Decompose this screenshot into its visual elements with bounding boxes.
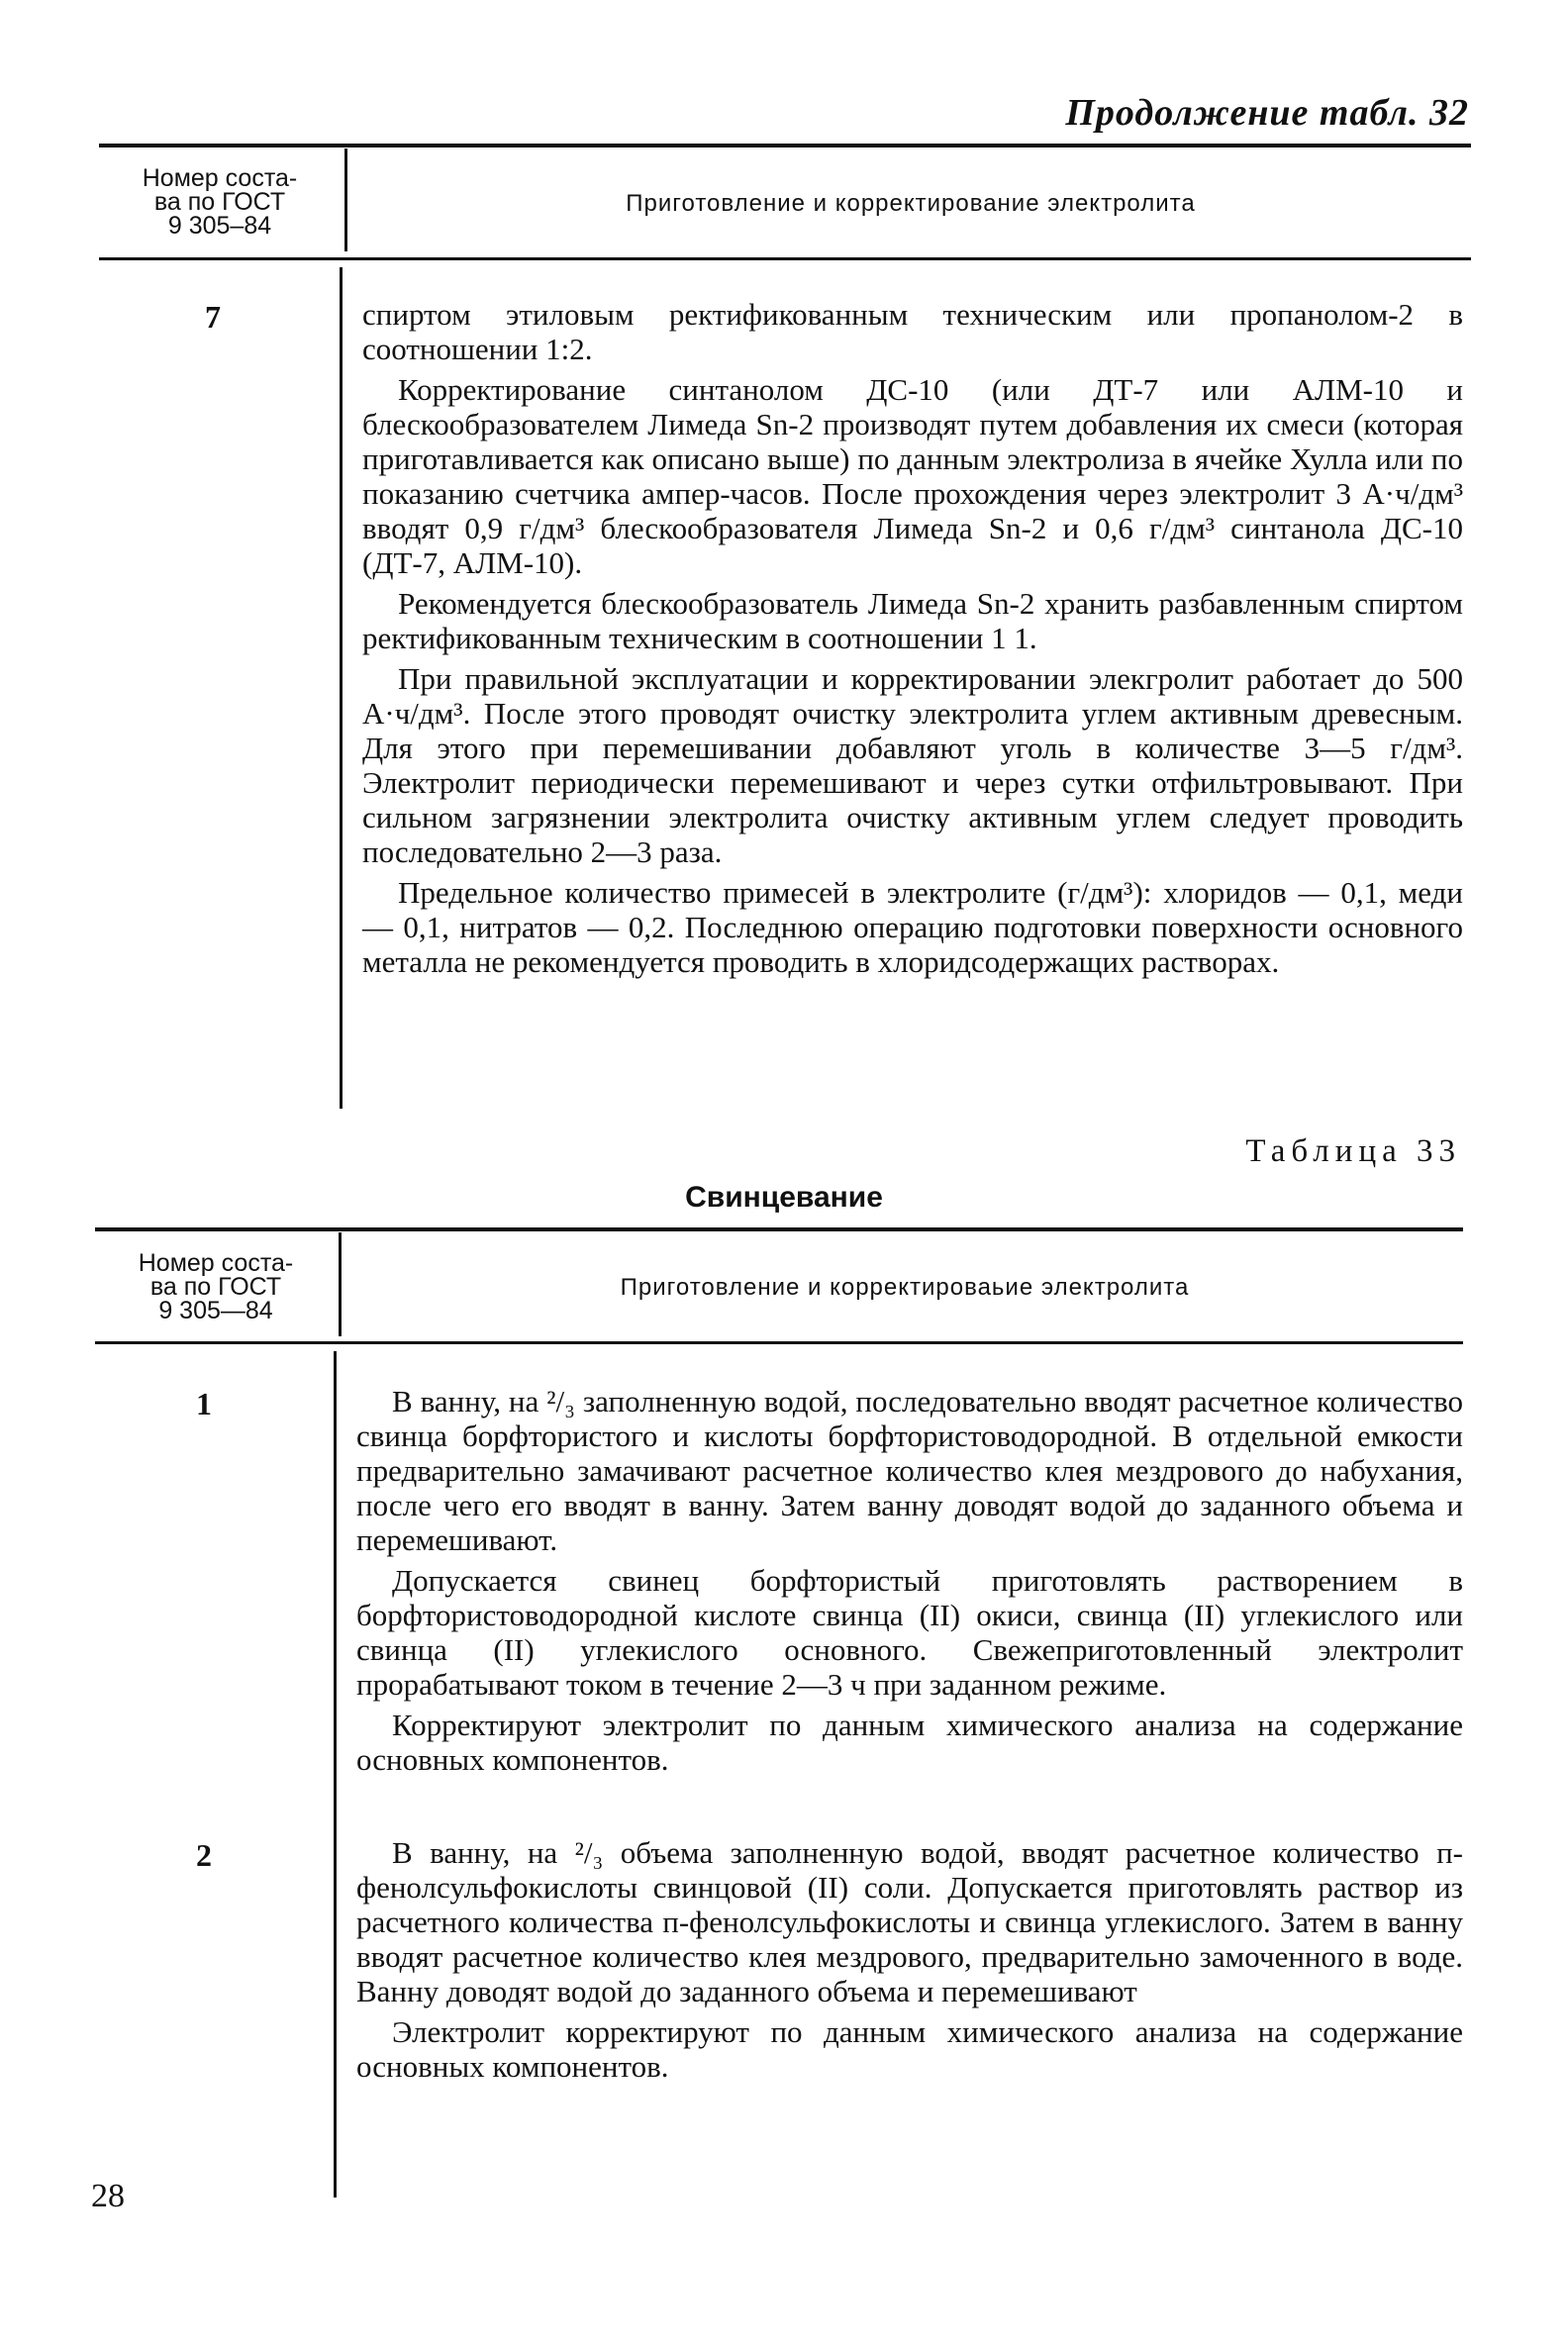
composition-number-7: 7 [205,299,221,335]
table32-header-bottom-rule [99,257,1471,260]
composition-2-text [356,1835,1463,2090]
table33-header-col1-line1: Номер соста- [138,1249,294,1277]
paragraph: Допускается свинец борфтористый приготовлять растворением в борфтористоводородной кислоте свинца (II) окиси, свинца (II) углекислого или свинца (II) углекислого основного. Свежеприготовленный электролит прорабатывают током в течение 2—3 ч при заданном режиме. [356,1563,1463,1702]
table33-header-divider [339,1232,342,1336]
table32-header-divider [344,148,347,251]
table32-body-divider [340,267,343,1109]
table32-header-col1-line1: Номер соста- [142,164,298,192]
composition-7-text [362,297,1463,985]
paragraph: При правильной эксплуатации и корректировании элекгролит работает до 500 А·ч/дм³. После этого проводят очистку электролита углем активным древесным. Для этого при перемешивании добавляют уголь в количестве 3—5 г/дм³. Электролит периодически перемешивают и через сутки отфильтровывают. При сильном загрязнении электролита очистку активным углем следует проводить последовательно 2—3 раза. [362,661,1463,869]
composition-number-1: 1 [196,1386,212,1421]
paragraph: Корректируют электролит по данным химического анализа на содержание основных компонентов. [356,1708,1463,1777]
composition-number-2: 2 [196,1837,212,1873]
table32-header-col1-line3: 9 305–84 [167,212,272,240]
composition-1-text [356,1384,1463,1783]
table33-header-col2: Приготовление и корректироваьие электролита [620,1274,1190,1301]
table33-body-divider [334,1351,337,2198]
table32-top-rule [99,144,1471,147]
paragraph: В ванну, на ²/₃ объема заполненную водой, вводят расчетное количество п-фенолсульфокислоты свинцовой (II) соли. Допускается приготовлять раствор из расчетного количества п-фенолсульфокислоты и свинца углекислого. Затем в ванну вводят расчетное количество клея мездрового, предварительно замоченного в воде. Ванну доводят водой до заданного объема и перемешивают [356,1835,1463,2008]
paragraph: Электролит корректируют по данным химического анализа на содержание основных компонентов. [356,2014,1463,2084]
table33-title: Свинцевание [685,1181,883,1214]
table33-header-bottom-rule [95,1341,1463,1344]
table33-label: Таблица 33 [1245,1133,1461,1169]
paragraph: Корректирование синтанолом ДС-10 (или ДТ-7 или АЛМ-10 и блескообразователем Лимеда Sn-2 производят путем добавления их смеси (которая приготавливается как описано выше) по данным электролиза в ячейке Хулла или по показанию счетчика ампер-часов. После прохождения через электролит 3 А·ч/дм³ вводят 0,9 г/дм³ блескообразователя Лимеда Sn-2 и 0,6 г/дм³ синтанола ДС-10 (ДТ-7, АЛМ-10). [362,372,1463,580]
table32-header-col1-line2: ва по ГОСТ [153,188,286,216]
paragraph: Рекомендуется блескообразователь Лимеда Sn-2 хранить разбавленным спиртом ректификованным техническим в соотношении 1 1. [362,586,1463,655]
paragraph: В ванну, на ²/₃ заполненную водой, последовательно вводят расчетное количество свинца борфтористого и кислоты борфтористоводородной. В отдельной емкости предварительно замачивают расчетное количество клея мездрового до набухания, после чего его вводят в ванну. Затем ванну доводят водой до заданного объема и перемешивают. [356,1384,1463,1557]
continuation-label: Продолжение табл. 32 [1065,92,1469,134]
page-number: 28 [91,2178,125,2214]
table32-header-col2: Приготовление и корректирование электролита [626,190,1196,217]
table33-header-col1-line2: ва по ГОСТ [149,1273,282,1301]
table32-header-col1 [99,166,341,238]
paragraph: спиртом этиловым ректификованным техническим или пропанолом-2 в соотношении 1:2. [362,297,1463,366]
paragraph: Предельное количество примесей в электролите (г/дм³): хлоридов — 0,1, меди — 0,1, нитратов — 0,2. Последнюю операцию подготовки поверхности основного металла не рекомендуется проводить в хлоридсодержащих растворах. [362,875,1463,979]
table33-header-col1-line3: 9 305—84 [158,1297,273,1324]
table33-top-rule [95,1227,1463,1231]
table33-header-col1 [95,1251,337,1322]
